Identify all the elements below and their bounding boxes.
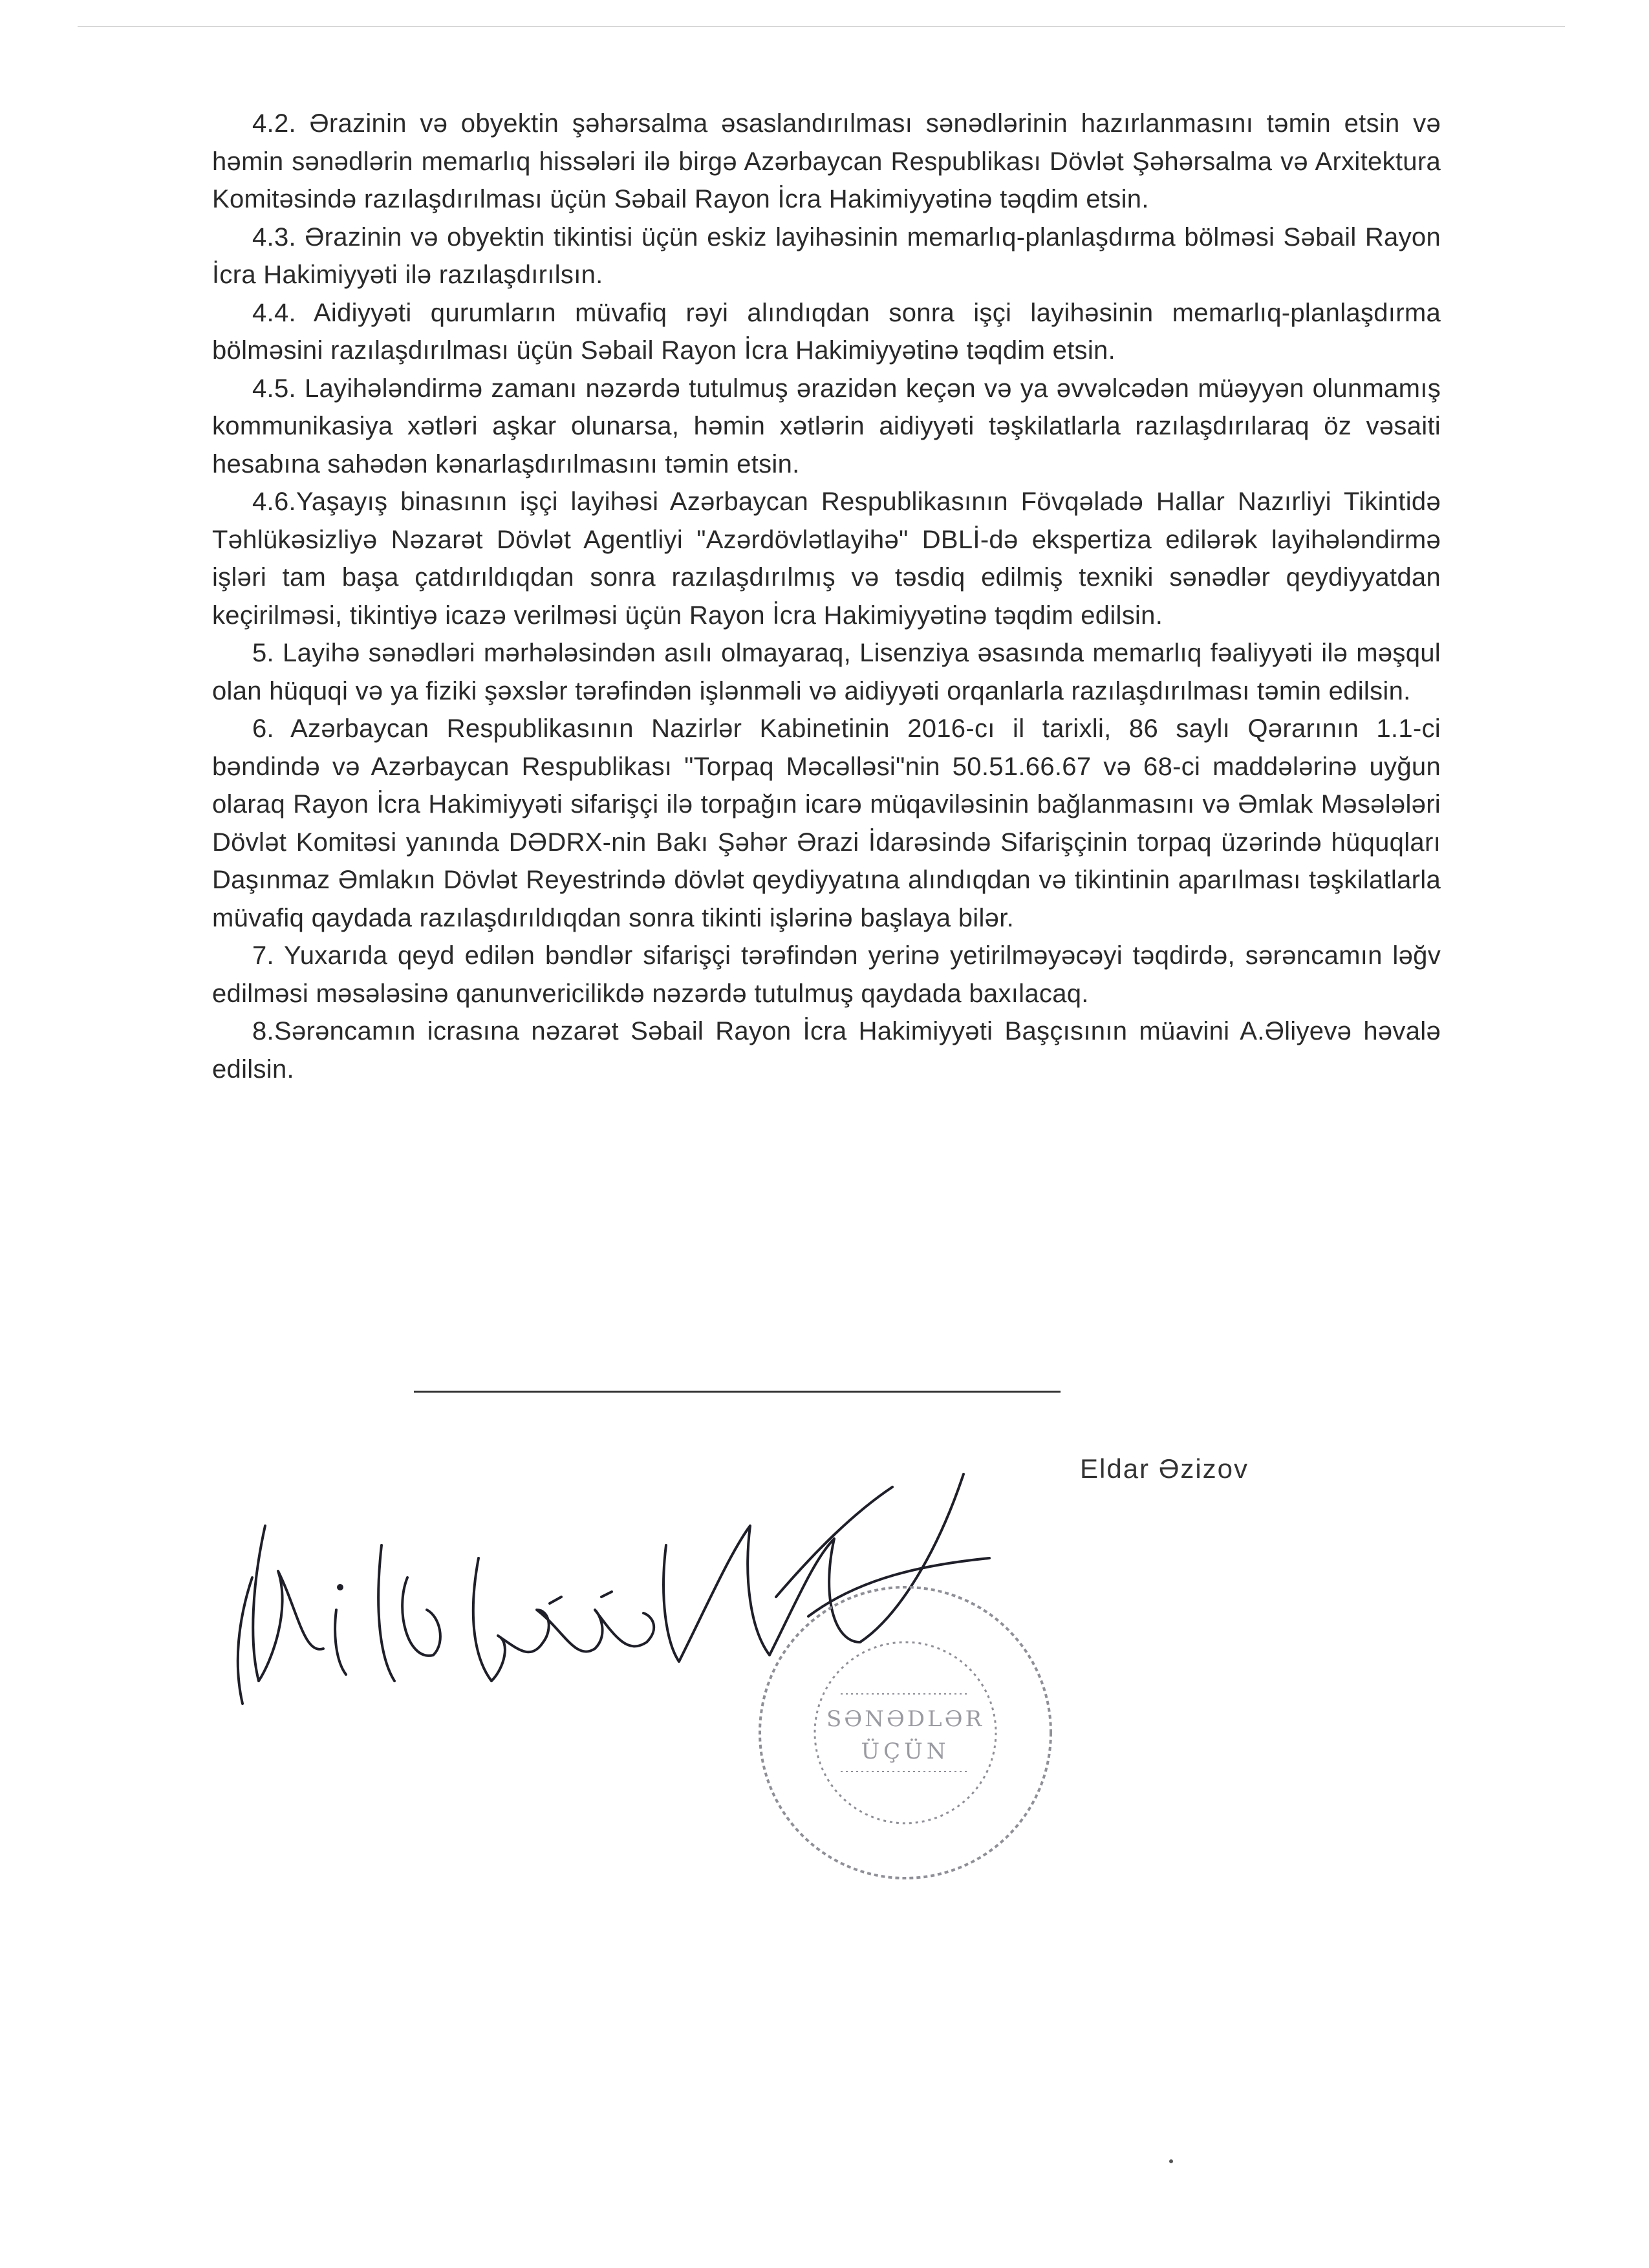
signer-name: Eldar Əzizov [1080,1453,1249,1484]
document-body [212,105,1441,1088]
page-top-edge-line [78,26,1565,27]
official-stamp [744,1571,1067,1894]
paragraph-4-5: 4.5. Layihələndirmə zamanı nəzərdə tutulmuş ərazidən keçən və ya əvvəlcədən müəyyən olunmamış kommunikasiya xətləri aşkar olunarsa, həmin xətlərin aidiyyəti təşkilatlarla razılaşdırılaraq öz vəsaiti hesabına sahədən kənarlaşdırılmasını təmin etsin. [212,374,1441,478]
paragraph-4-2: 4.2. Ərazinin və obyektin şəhərsalma əsaslandırılması sənədlərinin hazırlanmasını təmin etsin və həmin sənədlərin memarlıq hissələri ilə birgə Azərbaycan Respublikası Dövlət Şəhərsalma və Arxitektura Komitəsində razılaşdırılması üçün Səbail Rayon İcra Hakimiyyətinə təqdim etsin. [212,109,1441,213]
svg-text:SƏNƏDLƏR: SƏNƏDLƏR [826,1706,985,1732]
paragraph-4-3: 4.3. Ərazinin və obyektin tikintisi üçün eskiz layihəsinin memarlıq-planlaşdırma bölməsi Səbail Rayon İcra Hakimiyyəti ilə razılaşdırılsın. [212,222,1441,289]
paragraph-6: 6. Azərbaycan Respublikasının Nazirlər Kabinetinin 2016-cı il tarixli, 86 saylı Qərarının 1.1-ci bəndində və Azərbaycan Respublikası "Torpaq Məcəlləsi"nin 50.51.66.67 və 68-ci maddələrinə uyğun olaraq Rayon İcra Hakimiyyəti sifarişçi ilə torpağın icarə müqaviləsinin bağlanmasını və Əmlak Məsələləri Dövlət Komitəsi yanında DƏDRX-nin Bakı Şəhər Ərazi İdarəsində Sifarişçinin torpaq üzərində hüquqları Daşınmaz Əmlakın Dövlət Reyestrində dövlət qeydiyyatına alındıqdan və tikintinin aparılması təşkilatlarla müvafiq qaydada razılaşdırıldıqdan sonra tikinti işlərinə başlaya bilər. [212,714,1441,932]
paragraph-8: 8.Sərəncamın icrasına nəzarət Səbail Rayon İcra Hakimiyyəti Başçısının müavini A.Əliyevə həvalə edilsin. [212,1017,1441,1084]
paragraph-4-4: 4.4. Aidiyyəti qurumların müvafiq rəyi alındıqdan sonra işçi layihəsinin memarlıq-planlaşdırma bölməsini razılaşdırılması üçün Səbail Rayon İcra Hakimiyyətinə təqdim etsin. [212,298,1441,365]
paragraph-5: 5. Layihə sənədləri mərhələsindən asılı olmayaraq, Lisenziya əsasında memarlıq fəaliyyəti ilə məşqul olan hüquqi və ya fiziki şəxslər tərəfindən işlənməli və aidiyyəti orqanlarla razılaşdırılması təmin edilsin. [212,639,1441,705]
paragraph-7: 7. Yuxarıda qeyd edilən bəndlər sifarişçi tərəfindən yerinə yetirilməyəcəyi təqdirdə, sərəncamın ləğv edilməsi məsələsinə qanunvericilikdə nəzərdə tutulmuş qaydada baxılacaq. [212,941,1441,1008]
scan-speck [1169,2159,1173,2163]
paragraph-4-6: 4.6.Yaşayış binasının işçi layihəsi Azərbaycan Respublikasının Fövqəladə Hallar Nazırliyi Tikintidə Təhlükəsizliyə Nəzarət Dövlət Agentliyi "Azərdövlətlayihə" DBLİ-də ekspertiza edilərək layihələndirmə işləri tam başa çatdırıldıqdan sonra razılaşdırılmış və təsdiq edilmiş texniki sənədlər qeydiyyatdan keçirilməsi, tikintiyə icazə verilməsi üçün Rayon İcra Hakimiyyətinə təqdim edilsin. [212,487,1441,630]
signature-line [414,1391,1061,1393]
svg-text:ÜÇÜN: ÜÇÜN [861,1738,950,1764]
